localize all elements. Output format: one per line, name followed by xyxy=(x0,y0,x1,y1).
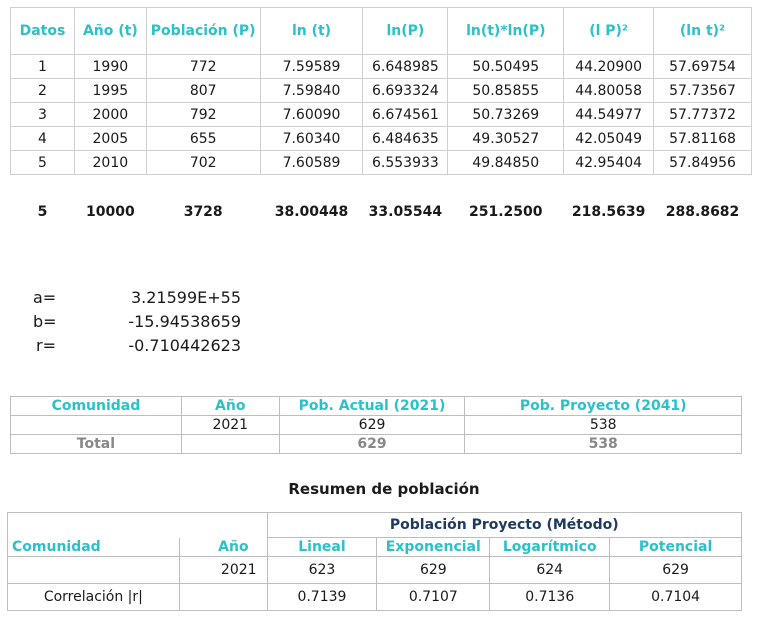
header-ln-p: ln(P) xyxy=(363,8,448,55)
coefficient-a-label: a= xyxy=(33,288,57,307)
cell: 1990 xyxy=(74,55,146,79)
header-lp-squared: (l P)² xyxy=(564,8,654,55)
cell: 807 xyxy=(146,79,260,103)
cell: 792 xyxy=(146,103,260,127)
cell: 1 xyxy=(11,55,75,79)
cell: 6.553933 xyxy=(363,151,448,175)
cell: 538 xyxy=(465,416,742,435)
cell: 7.59840 xyxy=(260,79,363,103)
cell: 2021 xyxy=(179,557,267,584)
cell xyxy=(181,435,279,454)
cell: 0.7139 xyxy=(267,584,377,611)
cell: 1995 xyxy=(74,79,146,103)
header-comunidad: Comunidad xyxy=(11,397,182,416)
projection-total-row xyxy=(11,435,742,454)
cell: 3 xyxy=(11,103,75,127)
header-ln-t: ln (t) xyxy=(260,8,363,55)
cell xyxy=(8,557,180,584)
regression-header-row xyxy=(11,8,752,55)
total-cell: 10000 xyxy=(85,204,135,220)
header-pob-actual: Pob. Actual (2021) xyxy=(279,397,465,416)
total-cell: 251.2500 xyxy=(469,204,543,220)
cell: 50.85855 xyxy=(448,79,564,103)
cell: 42.95404 xyxy=(564,151,654,175)
header-lineal: Lineal xyxy=(267,538,377,557)
total-cell: 288.8682 xyxy=(665,204,740,220)
table-row xyxy=(11,79,752,103)
projection-table xyxy=(10,396,742,454)
cell: 655 xyxy=(146,127,260,151)
header-poblacion: Población (P) xyxy=(146,8,260,55)
header-pob-proyecto: Pob. Proyecto (2041) xyxy=(465,397,742,416)
table-row xyxy=(11,151,752,175)
cell: 629 xyxy=(610,557,742,584)
cell: 57.73567 xyxy=(654,79,752,103)
table-row xyxy=(8,557,742,584)
cell: 57.69754 xyxy=(654,55,752,79)
correlation-label: Correlación |r| xyxy=(8,584,180,611)
cell: 2 xyxy=(11,79,75,103)
cell: 5 xyxy=(11,151,75,175)
cell: 7.60589 xyxy=(260,151,363,175)
table-row xyxy=(11,416,742,435)
projection-header-row xyxy=(11,397,742,416)
cell: 629 xyxy=(279,435,465,454)
total-cell: 3728 xyxy=(183,204,223,220)
summary-title: Resumen de población xyxy=(288,480,480,498)
header-ano: Año xyxy=(179,538,267,557)
table-row xyxy=(11,103,752,127)
total-cell: 5 xyxy=(37,204,48,220)
cell: 4 xyxy=(11,127,75,151)
cell: 57.81168 xyxy=(654,127,752,151)
header-exponencial: Exponencial xyxy=(377,538,490,557)
summary-group-row xyxy=(8,513,742,538)
cell: 49.30527 xyxy=(448,127,564,151)
cell: 629 xyxy=(377,557,490,584)
cell: 6.484635 xyxy=(363,127,448,151)
total-cell: 33.05544 xyxy=(368,204,443,220)
correlation-row xyxy=(8,584,742,611)
cell: 0.7107 xyxy=(377,584,490,611)
group-header: Población Proyecto (Método) xyxy=(267,513,741,538)
cell xyxy=(179,584,267,611)
cell: 49.84850 xyxy=(448,151,564,175)
cell: 623 xyxy=(267,557,377,584)
cell: 2000 xyxy=(74,103,146,127)
cell xyxy=(11,416,182,435)
cell: 772 xyxy=(146,55,260,79)
header-logaritmico: Logarítmico xyxy=(490,538,610,557)
cell: 57.84956 xyxy=(654,151,752,175)
coefficient-b xyxy=(33,312,241,332)
summary-header-row xyxy=(8,538,742,557)
cell: 6.693324 xyxy=(363,79,448,103)
summary-table xyxy=(7,512,742,611)
coefficient-a xyxy=(33,288,241,308)
regression-table xyxy=(10,7,752,225)
cell: 2021 xyxy=(181,416,279,435)
cell: 42.05049 xyxy=(564,127,654,151)
header-ano: Año xyxy=(181,397,279,416)
cell: 538 xyxy=(465,435,742,454)
header-ln-t-ln-p: ln(t)*ln(P) xyxy=(448,8,564,55)
cell: 44.20900 xyxy=(564,55,654,79)
cell: 7.60340 xyxy=(260,127,363,151)
cell: 629 xyxy=(279,416,465,435)
header-datos: Datos xyxy=(11,8,75,55)
spacer-row xyxy=(11,175,752,200)
cell: 50.73269 xyxy=(448,103,564,127)
cell: 0.7136 xyxy=(490,584,610,611)
total-cell: 218.5639 xyxy=(571,204,646,220)
cell: 7.59589 xyxy=(260,55,363,79)
cell: 2010 xyxy=(74,151,146,175)
coefficient-r xyxy=(36,336,241,356)
total-cell: 38.00448 xyxy=(274,204,349,220)
cell: 2005 xyxy=(74,127,146,151)
table-row xyxy=(11,127,752,151)
total-label: Total xyxy=(11,435,182,454)
cell: 57.77372 xyxy=(654,103,752,127)
coefficient-r-value: -0.710442623 xyxy=(128,336,241,355)
coefficient-b-value: -15.94538659 xyxy=(128,312,241,331)
coefficient-a-value: 3.21599E+55 xyxy=(130,288,241,307)
coefficient-b-label: b= xyxy=(33,312,57,331)
cell: 7.60090 xyxy=(260,103,363,127)
cell: 6.648985 xyxy=(363,55,448,79)
cell: 0.7104 xyxy=(610,584,742,611)
cell: 6.674561 xyxy=(363,103,448,127)
totals-row xyxy=(11,199,752,225)
table-row xyxy=(11,55,752,79)
header-potencial: Potencial xyxy=(610,538,742,557)
cell: 44.80058 xyxy=(564,79,654,103)
header-comunidad: Comunidad xyxy=(8,538,180,557)
header-lnt-squared: (ln t)² xyxy=(654,8,752,55)
header-ano: Año (t) xyxy=(74,8,146,55)
coefficient-r-label: r= xyxy=(36,336,56,355)
cell: 50.50495 xyxy=(448,55,564,79)
cell: 44.54977 xyxy=(564,103,654,127)
cell: 624 xyxy=(490,557,610,584)
cell: 702 xyxy=(146,151,260,175)
